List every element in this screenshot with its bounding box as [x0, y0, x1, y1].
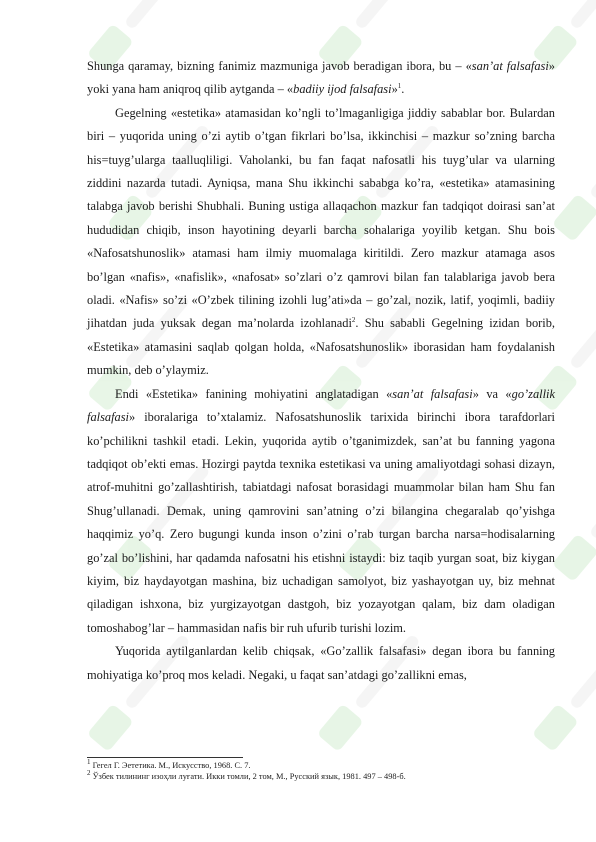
- watermark-block: [532, 703, 579, 752]
- watermark-block: [552, 533, 596, 582]
- footnote-2: $^2$ Ўзбек тилининг изоҳли луғати. Икки томли, 2 том, М., Русский язык, 1981. 497 – 498-б.: [87, 769, 406, 781]
- paragraph-2: Gegelning «estetika» atamasidan ko’ngli to’lmaganligiga jiddiy sabablar bor. Bulardan biri – yuqorida uning o’zi aytib o’tgan fikrlari bo’lsa, ikkinchisi – mazkur so’zning barcha his=tuyg’ularga taalluqliligi. Vaholanki, bu fan faqat nafosatli his tuyg’ular va ularning ziddini nazarda tutadi. Ayniqsa, mana Shu ikkinchi sababga ko’ra, «estetika» atamasining talabga javob berishi Shubhali. Buning ustiga allaqachon mazkur fan tadqiqot doirasi san’at hududidan chiqib, inson hayotining deyarli barcha sohalariga yoyilib ketgan. Shu bois «Nafosatshunoslik» atamasi ham ilmiy muomalaga kiritildi. Zero mazkur atamaga asos bo’lgan «nafis», «nafislik», «nafosat» so’zlari o’z qamrovi bilan fan talablariga javob bera oladi. «Nafis» so’zi «O’zbek tilining izohli lug’ati»da – go’zal, nozik, latif, yoqimli, badiiy jihatdan juda yuksak degan ma’nolarda izohlanadi$^2$. Shu sababli Gegelning izidan borib, «Estetika» atamasini saqlab qolgan holda, «Nafosatshunoslik» iborasidan ham foydalanish mumkin, deb o’ylaymiz.: [87, 105, 555, 378]
- watermark-block: [552, 193, 596, 242]
- footnote-separator: [87, 757, 243, 758]
- watermark-bar: [354, 0, 421, 30]
- page-body: [87, 55, 555, 687]
- paragraph-3: Endi «Estetika» fanining mohiyatini anglatadigan «san’at falsafasi» va «go’zallik falsafasi» iboralariga to’xtalamiz. Nafosatshunoslik tarixida birinchi ibora tarafdorlari ko’pchilikni tashkil etadi. Lekin, yuqorida aytib o’tganimizdek, san’at bu fanning yagona tadqiqot ob’ekti emas. Hozirgi paytda texnika estetikasi va uning amaliyotdagi sohasi dizayn, atrof-muhitni go’zallashtirish, tabiatdagi nafosat borasidagi muammolar bilan ham Shu fan Shug’ullanadi. Demak, uning qamrovini san’atning o’zi bilangina chegaralab qo’yishga haqqimiz yo’q. Zero bugungi kunda inson o’zini o’rab turgan barcha narsa=hodisalarning go’zal bo’lishini, har qadamda nafosatni his etishni istaydi: biz taqib yurgan soat, biz kiygan kiyim, biz haydayotgan mashina, biz uchadigan samolyot, biz yashayotgan uy, biz mehnat qiladigan ishxona, biz yurgizayotgan dastgoh, biz yozayotgan qalam, biz dam oladigan tomoshabog’lar – hammasidan nafis bir ruh ufurib turishi lozim.: [87, 386, 556, 635]
- paragraph-1: Shunga qaramay, bizning fanimiz mazmuniga javob beradigan ibora, bu – «san’at falsafasi» yoki yana ham aniqroq qilib aytganda – «badiiy ijod falsafasi»$^1$.: [87, 59, 555, 97]
- paragraph-4: Yuqorida aytilganlardan kelib chiqsak, «Go’zallik falsafasi» degan ibora bu fanning mohiyatiga ko’proq mos keladi. Negaki, u faqat san’atdagi go’zallikni emas,: [87, 644, 555, 682]
- watermark-block: [87, 703, 134, 752]
- watermark-mark: [552, 458, 596, 582]
- watermark-bar: [589, 123, 596, 200]
- footnotes: [87, 760, 555, 782]
- watermark-bar: [569, 633, 596, 710]
- footnote-1: $^1$ Гегел Г. Эететика. М., Искусство, 1968. С. 7.: [87, 758, 251, 770]
- watermark-mark: [552, 118, 596, 242]
- watermark-bar: [124, 0, 191, 30]
- watermark-block: [317, 703, 364, 752]
- watermark-bar: [569, 0, 596, 30]
- watermark-bar: [589, 463, 596, 540]
- watermark-bar: [569, 293, 596, 370]
